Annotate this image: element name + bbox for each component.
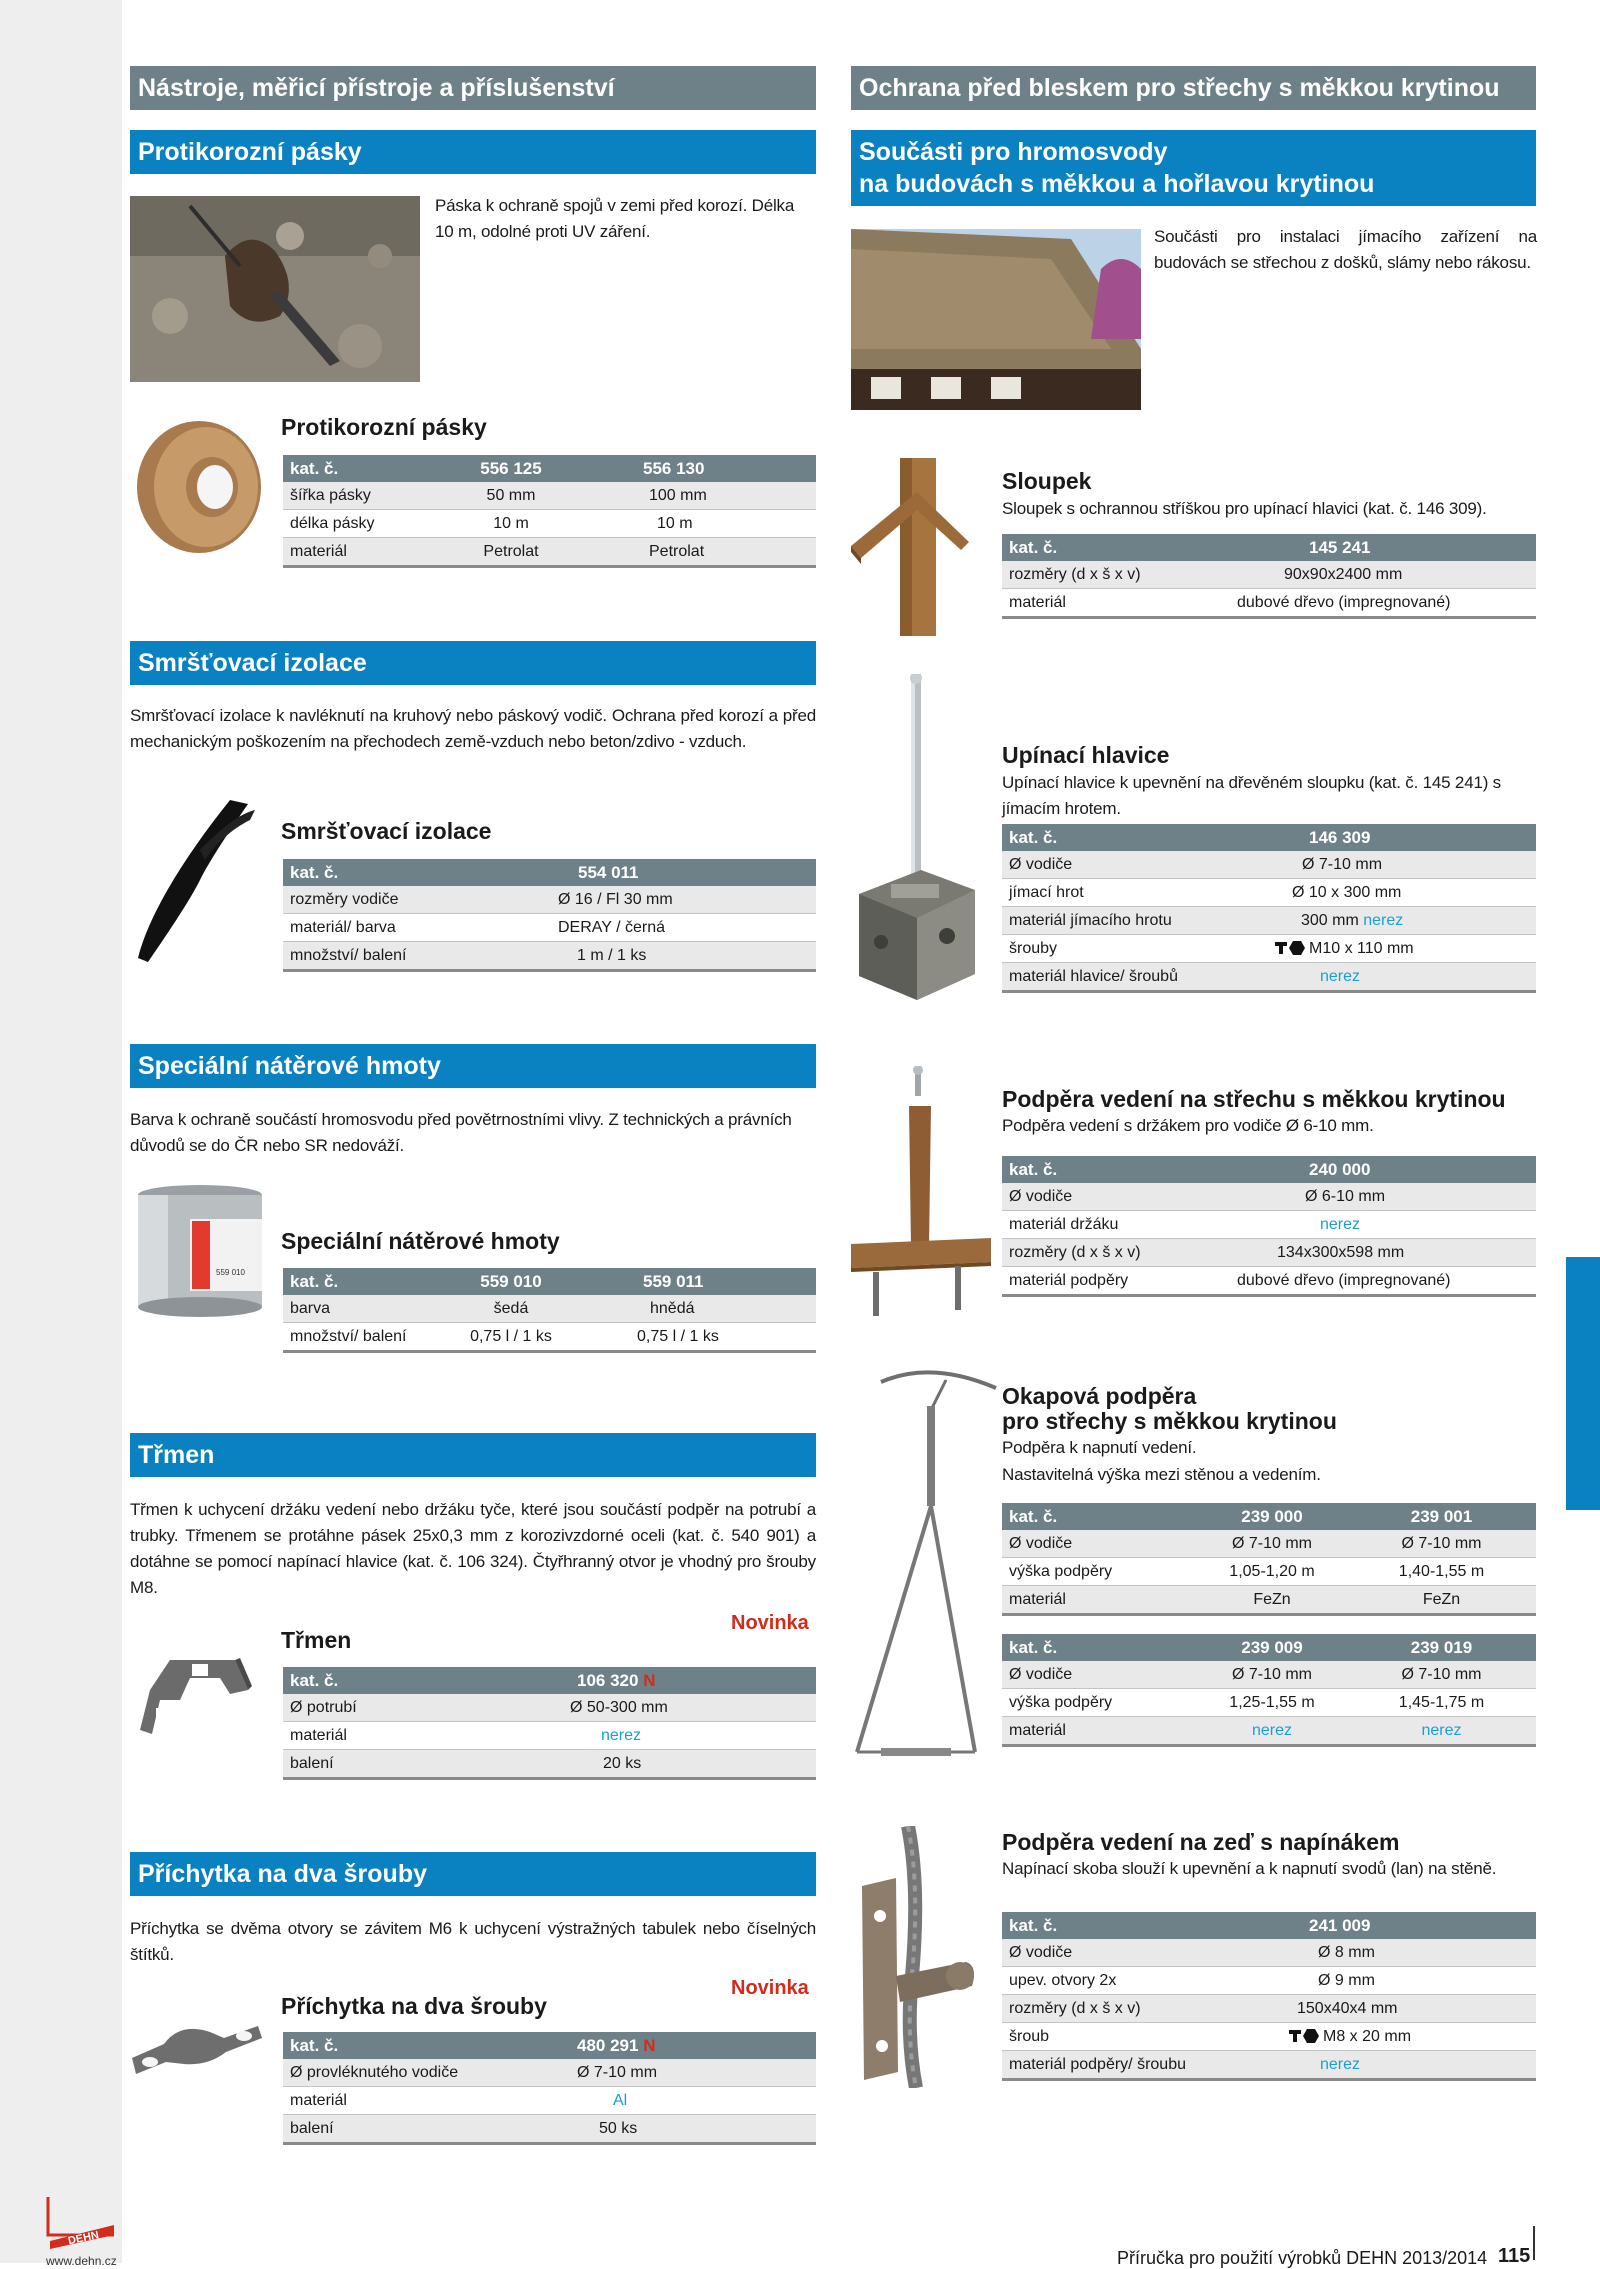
table-cell: 90x90x2400 mm	[1197, 561, 1536, 589]
table-header-cell: 559 011	[587, 1268, 816, 1295]
table-cell: materiál podpěry	[1002, 1267, 1197, 1296]
table-cell: balení	[283, 1750, 478, 1779]
right-main-header: Ochrana před bleskem pro střechy s měkkou krytinou	[851, 66, 1536, 110]
table-header-cell: kat. č.	[283, 1268, 435, 1295]
table-cell: Ø 6-10 mm	[1197, 1183, 1536, 1211]
table-cell: Ø vodiče	[1002, 1530, 1197, 1558]
section-header-line-1: Součásti pro hromosvody	[859, 138, 1168, 166]
table-cell: Ø 7-10 mm	[1347, 1661, 1536, 1689]
wall-support-image	[856, 1826, 980, 2088]
table-cell: 20 ks	[478, 1750, 816, 1779]
table-header-cell: 559 010	[435, 1268, 587, 1295]
table-header-cell: 241 009	[1197, 1912, 1536, 1939]
spec-table-anticorrosion	[283, 455, 816, 568]
page-margin-strip	[0, 0, 122, 2263]
roof-support-description: Podpěra vedení s držákem pro vodiče Ø 6-10 mm.	[1002, 1116, 1374, 1135]
product-title-special-coatings: Speciální nátěrové hmoty	[281, 1228, 560, 1254]
table-cell: Ø 50-300 mm	[478, 1694, 816, 1722]
table-cell: Ø 10 x 300 mm	[1197, 879, 1536, 907]
section-header-shrink-insulation: Smršťovací izolace	[130, 641, 816, 685]
spec-table-two-screw-clip	[283, 2032, 816, 2145]
footer-divider	[1533, 2226, 1535, 2260]
eave-support-image	[851, 1360, 1001, 1780]
table-header-cell: kat. č.	[1002, 1912, 1197, 1939]
table-cell: Ø vodiče	[1002, 851, 1197, 879]
table-cell: 0,75 l / 1 ks	[435, 1323, 587, 1352]
table-cell: 0,75 l / 1 ks	[587, 1323, 816, 1352]
section-header-special-coatings: Speciální nátěrové hmoty	[130, 1044, 816, 1088]
table-cell: 150x40x4 mm	[1197, 1995, 1536, 2023]
can-label-text: 559 010	[216, 1268, 245, 1277]
screw-drive-icon	[1275, 941, 1305, 955]
section-header-line-2: na budovách s měkkou a hořlavou krytinou	[859, 170, 1375, 198]
table-cell: M8 x 20 mm	[1323, 2027, 1412, 2045]
page-number: 115	[1498, 2245, 1531, 2267]
table-cell: nerez	[1347, 1717, 1536, 1746]
table-cell: rozměry (d x š x v)	[1002, 1995, 1197, 2023]
screw-drive-icon	[1289, 2029, 1319, 2043]
table-cell: Ø potrubí	[283, 1694, 478, 1722]
chapter-side-tab	[1566, 1257, 1600, 1510]
table-cell: materiál/ barva	[283, 914, 478, 942]
table-header-cell: 239 000	[1197, 1503, 1347, 1530]
thatched-roof-intro: Součásti pro instalaci jímacího zařízení na budovách se střechou z došků, slámy nebo rákosu.	[1154, 227, 1537, 272]
section-header-clamp: Třmen	[130, 1433, 816, 1477]
table-cell: 1,45-1,75 m	[1347, 1689, 1536, 1717]
table-cell: rozměry (d x š x v)	[1002, 561, 1197, 589]
table-cell: šířka pásky	[283, 482, 435, 510]
eave-support-description-2: Nastavitelná výška mezi stěnou a vedením.	[1002, 1465, 1321, 1484]
table-cell: jímací hrot	[1002, 879, 1197, 907]
table-cell: materiál	[1002, 1717, 1197, 1746]
table-cell: 50 mm	[435, 482, 587, 510]
table-cell: materiál jímacího hrotu	[1002, 907, 1197, 935]
table-cell: nerez	[478, 1722, 816, 1750]
product-title-two-screw-clip: Příchytka na dva šrouby	[281, 1993, 547, 2019]
table-cell: množství/ balení	[283, 1323, 435, 1352]
table-header-cell: kat. č.	[283, 1667, 478, 1694]
table-header-cell: kat. č.	[283, 2032, 478, 2059]
spec-table-roof-support	[1002, 1156, 1536, 1297]
spec-table-special-coatings	[283, 1268, 816, 1353]
table-cell: 1,25-1,55 m	[1197, 1689, 1347, 1717]
spec-table-eave-support-b	[1002, 1634, 1536, 1747]
product-title-eave-support-line-1: Okapová podpěra	[1002, 1383, 1197, 1409]
table-cell: dubové dřevo (impregnované)	[1197, 589, 1536, 618]
wall-support-description: Napínací skoba slouží k upevnění a k napnutí svodů (lan) na stěně.	[1002, 1859, 1497, 1878]
table-cell: výška podpěry	[1002, 1689, 1197, 1717]
spec-table-eave-support-a	[1002, 1503, 1536, 1616]
table-cell: balení	[283, 2115, 478, 2144]
new-flag: N	[643, 2035, 656, 2055]
table-cell: barva	[283, 1295, 435, 1323]
novinka-badge-clip: Novinka	[731, 1977, 809, 1999]
table-cell: FeZn	[1347, 1586, 1536, 1615]
table-cell: hnědá	[587, 1295, 816, 1323]
shrink-insulation-image	[130, 790, 262, 966]
table-cell: rozměry vodiče	[283, 886, 478, 914]
two-screw-clip-image	[128, 2018, 264, 2080]
spec-table-shrink-insulation	[283, 859, 816, 972]
table-cell: materiál podpěry/ šroubu	[1002, 2051, 1197, 2080]
table-cell: 100 mm	[587, 482, 816, 510]
clamp-image	[140, 1650, 260, 1740]
table-cell: šroub	[1002, 2023, 1197, 2051]
table-header-cell: 480 291	[577, 2035, 639, 2055]
table-cell: nerez	[1197, 1717, 1347, 1746]
table-cell: upev. otvory 2x	[1002, 1967, 1197, 1995]
product-title-clamp: Třmen	[281, 1627, 352, 1653]
footer-publication-title: Příručka pro použití výrobků DEHN 2013/2014	[1117, 2248, 1488, 2268]
clamp-description: Třmen k uchycení držáku vedení nebo držáku tyče, které jsou součástí podpěr na potrubí a trubky. Třmenem se protáhne pásek 25x0,3 mm z korozivzdorné oceli (kat. č. 540 901) a dotáhne se pomocí napínací hlavice (kat. č. 106 324). Čtyřhranný otvor je vhodný pro šrouby M8.	[130, 1500, 816, 1597]
table-header-cell: kat. č.	[283, 455, 435, 482]
table-cell: 1 m / 1 ks	[478, 942, 816, 971]
table-cell: Ø vodiče	[1002, 1661, 1197, 1689]
table-cell: 10 m	[435, 510, 587, 538]
section-header-anticorrosion: Protikorozní pásky	[130, 130, 816, 174]
clamping-head-description: Upínací hlavice k upevnění na dřevěném sloupku (kat. č. 145 241) s jímacím hrotem.	[1002, 773, 1501, 818]
spec-table-wall-support	[1002, 1912, 1536, 2081]
thatched-roof-photo	[851, 229, 1141, 410]
table-header-cell: kat. č.	[1002, 1634, 1197, 1661]
table-cell: Petrolat	[587, 538, 816, 567]
novinka-badge-clamp: Novinka	[731, 1612, 809, 1634]
table-header-cell: 106 320	[577, 1670, 639, 1690]
dehn-logo	[44, 2195, 118, 2251]
table-cell: nerez	[1363, 911, 1404, 929]
table-cell: 1,05-1,20 m	[1197, 1558, 1347, 1586]
table-cell: Ø vodiče	[1002, 1939, 1197, 1967]
table-cell: Al	[478, 2087, 816, 2115]
table-cell: Ø 9 mm	[1197, 1967, 1536, 1995]
roof-support-image	[851, 1066, 991, 1320]
table-header-cell: 239 001	[1347, 1503, 1536, 1530]
table-header-cell: 556 125	[435, 455, 587, 482]
anticorrosion-photo	[130, 196, 420, 382]
table-cell: Ø provléknutého vodiče	[283, 2059, 478, 2087]
new-flag: N	[643, 1670, 656, 1690]
table-cell: nerez	[1197, 963, 1536, 992]
table-cell: šedá	[435, 1295, 587, 1323]
clamping-head-image	[851, 674, 983, 1008]
table-cell: materiál	[1002, 1586, 1197, 1615]
table-header-cell: 240 000	[1197, 1156, 1536, 1183]
product-title-shrink-insulation: Smršťovací izolace	[281, 818, 492, 844]
table-header-cell: kat. č.	[1002, 534, 1197, 561]
table-cell: Ø 8 mm	[1197, 1939, 1536, 1967]
table-header-cell: kat. č.	[283, 859, 478, 886]
table-cell: 50 ks	[478, 2115, 816, 2144]
table-cell: materiál hlavice/ šroubů	[1002, 963, 1197, 992]
product-title-roof-support: Podpěra vedení na střechu s měkkou krytinou	[1002, 1086, 1506, 1112]
table-cell: nerez	[1197, 2051, 1536, 2080]
table-cell: Ø 7-10 mm	[478, 2059, 816, 2087]
table-cell: rozměry (d x š x v)	[1002, 1239, 1197, 1267]
table-cell: materiál	[1002, 589, 1197, 618]
table-cell: dubové dřevo (impregnované)	[1197, 1267, 1536, 1296]
table-cell: FeZn	[1197, 1586, 1347, 1615]
table-cell: Ø 7-10 mm	[1197, 1661, 1347, 1689]
table-cell: šrouby	[1002, 935, 1197, 963]
table-header-cell: 556 130	[587, 455, 816, 482]
post-description: Sloupek s ochrannou stříškou pro upínací hlavici (kat. č. 146 309).	[1002, 499, 1487, 518]
table-header-cell: kat. č.	[1002, 1156, 1197, 1183]
table-cell: Ø 7-10 mm	[1197, 851, 1536, 879]
wooden-post-image	[851, 458, 969, 636]
table-header-cell: 554 011	[478, 859, 816, 886]
anticorrosion-description: Páska k ochraně spojů v zemi před korozí. Délka 10 m, odolné proti UV záření.	[435, 196, 795, 241]
shrink-insulation-description: Smršťovací izolace k navléknutí na kruhový nebo páskový vodič. Ochrana před korozí a před mechanickým poškozením na přechodech země-vzduch nebo beton/zdivo - vzduch.	[130, 706, 816, 751]
product-title-wall-support: Podpěra vedení na zeď s napínákem	[1002, 1829, 1400, 1855]
table-cell: Ø vodiče	[1002, 1183, 1197, 1211]
left-main-header: Nástroje, měřicí přístroje a příslušenství	[130, 66, 816, 110]
table-cell: Ø 16 / Fl 30 mm	[478, 886, 816, 914]
table-cell: nerez	[1197, 1211, 1536, 1239]
table-cell: DERAY / černá	[478, 914, 816, 942]
table-cell: množství/ balení	[283, 942, 478, 971]
spec-table-clamp	[283, 1667, 816, 1780]
table-cell: 134x300x598 mm	[1197, 1239, 1536, 1267]
product-title-anticorrosion: Protikorozní pásky	[281, 414, 487, 440]
special-coatings-description: Barva k ochraně součástí hromosvodu před povětrnostními vlivy. Z technických a právních důvodů se do ČR nebo SR nedováží.	[130, 1110, 792, 1155]
table-header-cell: 239 009	[1197, 1634, 1347, 1661]
spec-table-post	[1002, 534, 1536, 619]
website-url[interactable]: www.dehn.cz	[46, 2254, 117, 2268]
table-header-cell: 145 241	[1197, 534, 1536, 561]
table-cell: materiál	[283, 538, 435, 567]
table-cell: M10 x 110 mm	[1309, 939, 1414, 957]
product-title-post: Sloupek	[1002, 468, 1092, 494]
table-cell: 1,40-1,55 m	[1347, 1558, 1536, 1586]
table-cell: 10 m	[587, 510, 816, 538]
table-cell: 300 mm	[1301, 911, 1359, 929]
spec-table-clamping-head	[1002, 824, 1536, 993]
table-cell: materiál držáku	[1002, 1211, 1197, 1239]
table-header-cell: 146 309	[1197, 824, 1536, 851]
table-header-cell: 239 019	[1347, 1634, 1536, 1661]
paint-can-image	[130, 1183, 272, 1319]
table-cell: výška podpěry	[1002, 1558, 1197, 1586]
anticorrosion-tape-image	[130, 418, 268, 556]
section-header-two-screw-clip: Příchytka na dva šrouby	[130, 1852, 816, 1896]
table-cell: délka pásky	[283, 510, 435, 538]
eave-support-description-1: Podpěra k napnutí vedení.	[1002, 1438, 1197, 1457]
table-cell: Petrolat	[435, 538, 587, 567]
table-header-cell: kat. č.	[1002, 824, 1197, 851]
table-cell: materiál	[283, 2087, 478, 2115]
dehn-logo-text: DEHN	[67, 2229, 101, 2248]
table-cell: materiál	[283, 1722, 478, 1750]
table-cell: Ø 7-10 mm	[1197, 1530, 1347, 1558]
section-header-thatched-roof	[851, 130, 1536, 206]
table-header-cell: kat. č.	[1002, 1503, 1197, 1530]
product-title-clamping-head: Upínací hlavice	[1002, 742, 1170, 768]
product-title-eave-support-line-2: pro střechy s měkkou krytinou	[1002, 1408, 1337, 1434]
two-screw-clip-description: Příchytka se dvěma otvory se závitem M6 k uchycení výstražných tabulek nebo číselných štítků.	[130, 1919, 816, 1964]
table-cell: Ø 7-10 mm	[1347, 1530, 1536, 1558]
